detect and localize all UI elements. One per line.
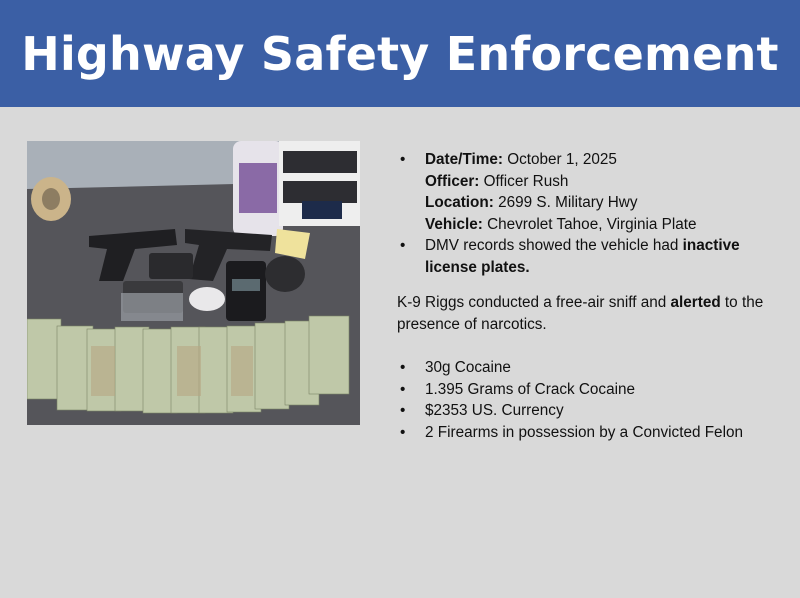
dmv-text: DMV records showed the vehicle had (425, 237, 683, 254)
vehicle-label: Vehicle: (425, 215, 483, 233)
slide-title: Highway Safety Enforcement (21, 26, 779, 81)
location-label: Location: (425, 194, 494, 211)
dmv-bold: inactive license plates. (425, 237, 740, 276)
vehicle-field (425, 214, 777, 236)
list-item (397, 149, 777, 235)
location-value: 2699 S. Military Hwy (498, 194, 638, 211)
seized-item: • 1.395 Grams of Crack Cocaine (397, 379, 777, 401)
officer-label: Officer: (425, 172, 480, 190)
date-field (425, 149, 777, 171)
title-banner (0, 0, 800, 107)
k9-bold: alerted (670, 294, 721, 311)
location-field (425, 192, 777, 214)
date-value: October 1, 2025 (507, 151, 617, 168)
evidence-photo-illustration (27, 141, 360, 425)
date-label: Date/Time: (425, 151, 503, 168)
case-details (397, 149, 777, 443)
officer-field (425, 171, 777, 193)
vehicle-value: Chevrolet Tahoe, Virginia Plate (487, 215, 697, 233)
seized-item: • 30g Cocaine (397, 357, 777, 379)
seized-item: • 2 Firearms in possession by a Convicted Felon (397, 422, 777, 444)
seized-item: • $2353 US. Currency (397, 400, 777, 422)
seized-items-list (397, 357, 777, 443)
k9-text-2: to the presence of narcotics. (397, 294, 764, 333)
case-info-list (397, 149, 777, 278)
officer-value: Officer Rush (483, 172, 569, 190)
list-item (397, 235, 777, 278)
k9-text-1: K-9 Riggs conducted a free-air sniff and (397, 294, 671, 311)
evidence-photo (27, 141, 360, 425)
k9-paragraph (397, 292, 777, 335)
